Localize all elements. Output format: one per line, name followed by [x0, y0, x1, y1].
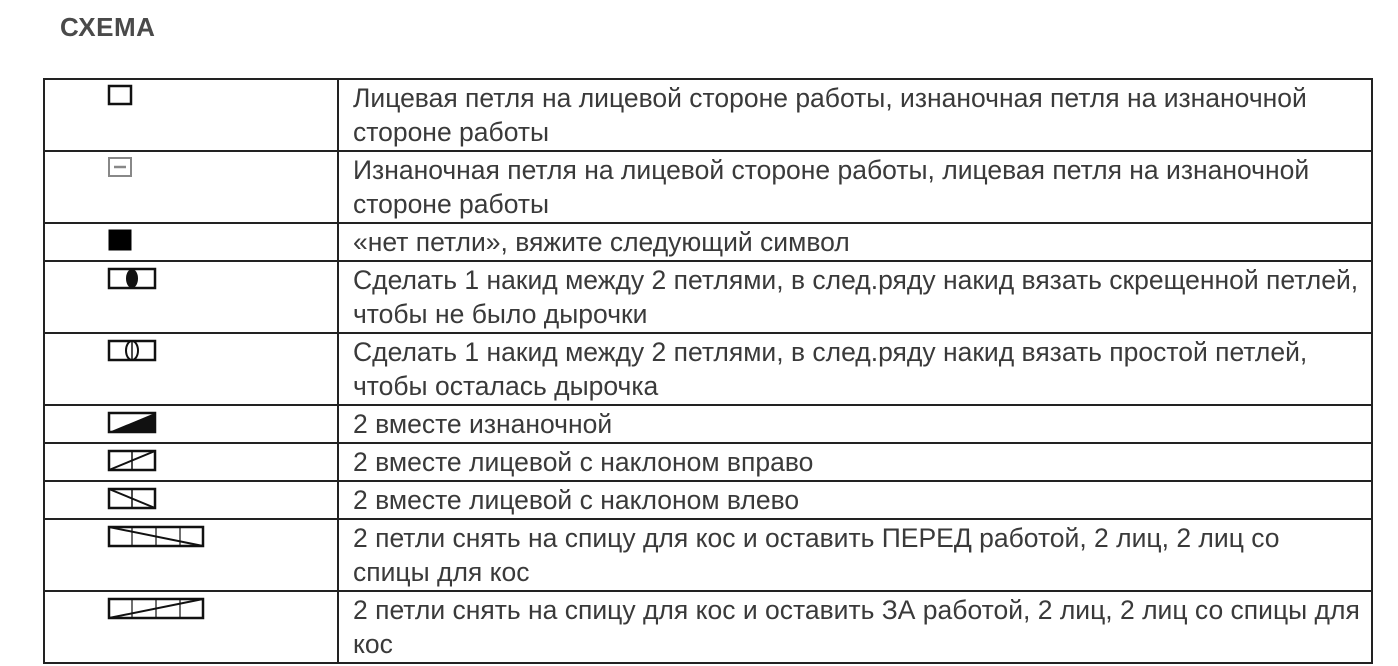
description-cell: 2 петли снять на спицу для кос и оставить ПЕРЕД работой, 2 лиц, 2 лиц со спицы для кос: [338, 519, 1372, 591]
symbol-cell: [44, 405, 338, 443]
description-cell: 2 петли снять на спицу для кос и оставить ЗА работой, 2 лиц, 2 лиц со спицы для кос: [338, 591, 1372, 663]
symbol-cell: [44, 443, 338, 481]
description-cell: 2 вместе лицевой с наклоном влево: [338, 481, 1372, 519]
description-cell: «нет петли», вяжите следующий символ: [338, 223, 1372, 261]
table-row: [44, 405, 1372, 443]
table-row: [44, 79, 1372, 151]
twisted-yarnover-icon: [107, 266, 159, 292]
table-row: [44, 261, 1372, 333]
description-cell: Сделать 1 накид между 2 петлями, в след.ряду накид вязать простой петлей, чтобы осталась дырочка: [338, 333, 1372, 405]
cable-front-icon: [107, 524, 207, 550]
table-row: [44, 443, 1372, 481]
knit-two-together-right-icon: [107, 448, 159, 474]
symbol-cell: [44, 333, 338, 405]
table-row: [44, 519, 1372, 591]
table-row: [44, 223, 1372, 261]
table-row: [44, 151, 1372, 223]
cable-back-icon: [107, 596, 207, 622]
purl-two-together-icon: [107, 410, 159, 436]
empty-square-icon: [107, 84, 135, 108]
dash-square-icon: [107, 156, 135, 180]
symbol-cell: [44, 261, 338, 333]
description-cell: Лицевая петля на лицевой стороне работы, изнаночная петля на изнаночной стороне работы: [338, 79, 1372, 151]
table-row: [44, 591, 1372, 663]
page-title: СХЕМА: [60, 12, 156, 42]
filled-square-icon: [107, 228, 135, 252]
description-cell: 2 вместе изнаночной: [338, 405, 1372, 443]
symbol-cell: [44, 223, 338, 261]
symbol-legend-table: [43, 78, 1373, 664]
description-cell: 2 вместе лицевой с наклоном вправо: [338, 443, 1372, 481]
description-cell: Сделать 1 накид между 2 петлями, в след.ряду накид вязать скрещенной петлей, чтобы не было дырочки: [338, 261, 1372, 333]
description-cell: Изнаночная петля на лицевой стороне работы, лицевая петля на изнаночной стороне работы: [338, 151, 1372, 223]
knit-two-together-left-icon: [107, 486, 159, 512]
yarnover-icon: [107, 338, 159, 364]
symbol-cell: [44, 151, 338, 223]
symbol-cell: [44, 79, 338, 151]
symbol-cell: [44, 481, 338, 519]
table-row: [44, 333, 1372, 405]
symbol-cell: [44, 519, 338, 591]
symbol-cell: [44, 591, 338, 663]
table-row: [44, 481, 1372, 519]
